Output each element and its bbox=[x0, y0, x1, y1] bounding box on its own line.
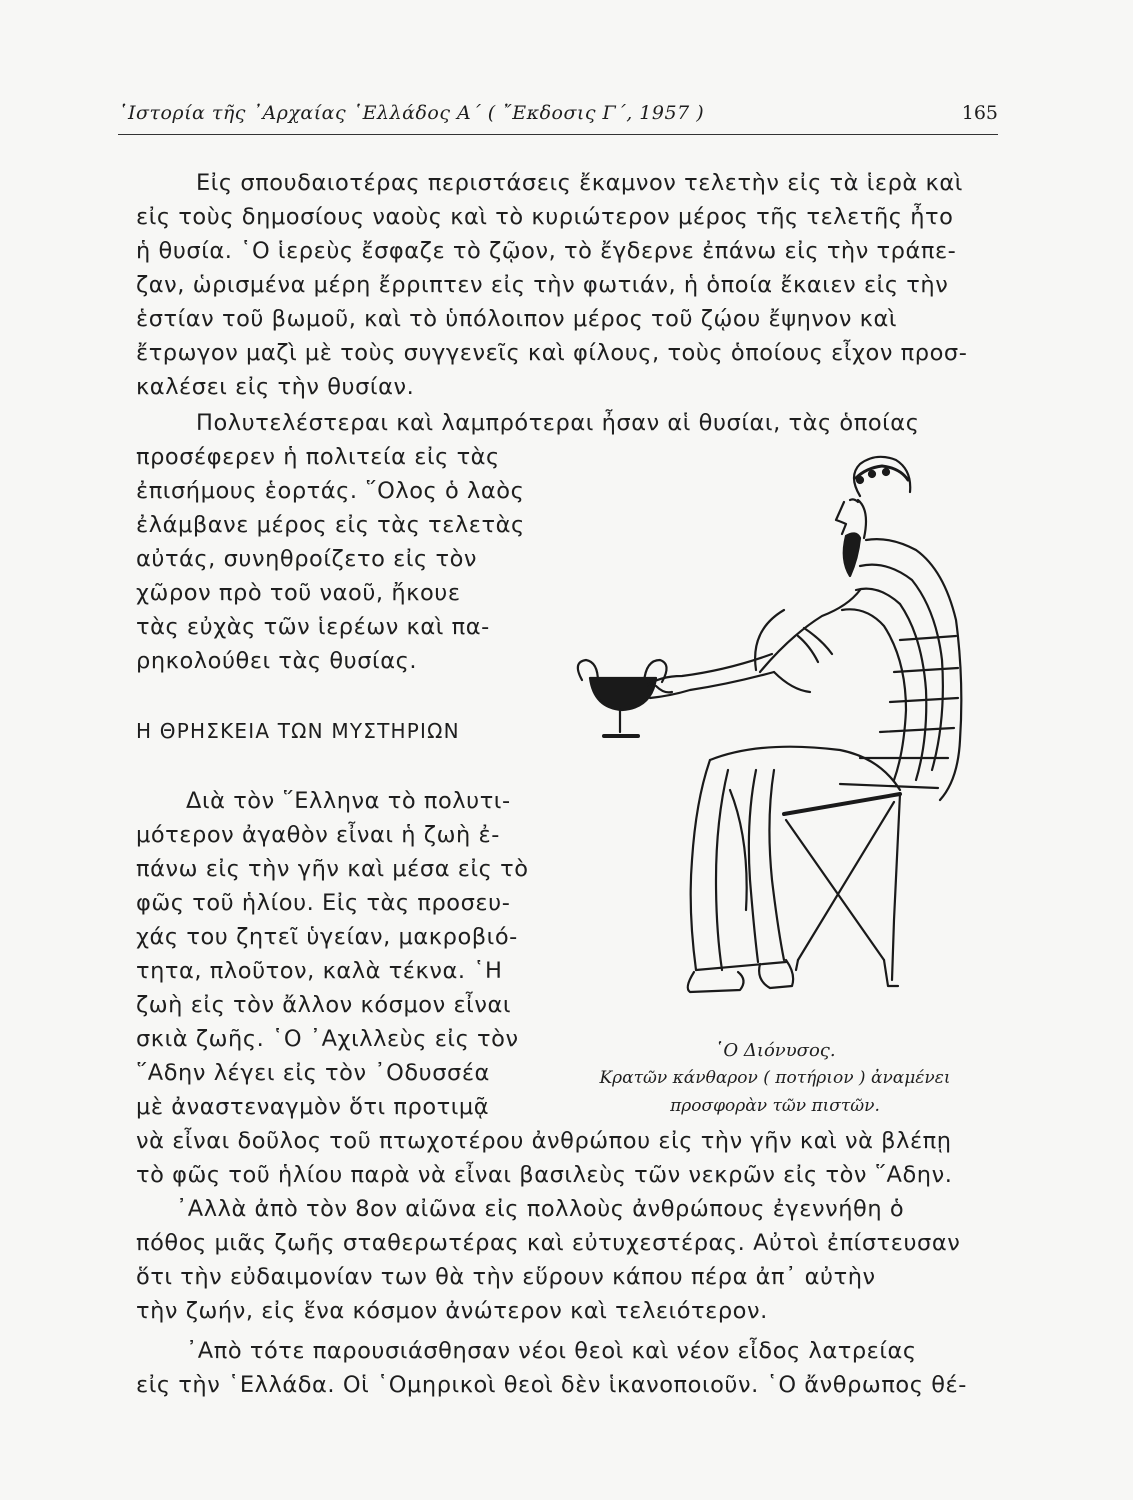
text-line: ἔτρωγον μαζὶ μὲ τοὺς συγγενεῖς καὶ φίλους, τοὺς ὁποίους εἶχον προσ- bbox=[136, 340, 968, 366]
text-line: μὲ ἀναστεναγμὸν ὅτι προτιμᾷ bbox=[136, 1094, 490, 1120]
running-header bbox=[118, 98, 998, 135]
text-line: καλέσει εἰς τὴν θυσίαν. bbox=[136, 374, 415, 400]
text-line: πάνω εἰς τὴν γῆν καὶ μέσα εἰς τὸ bbox=[136, 856, 529, 882]
text-line: ὅτι τὴν εὐδαιμονίαν των θὰ τὴν εὕρουν κάπου πέρα ἀπ᾿ αὐτὴν bbox=[136, 1264, 876, 1290]
text-line: εἰς τὴν ῾Ελλάδα. Οἱ ῾Ομηρικοὶ θεοὶ δὲν ἱκανοποιοῦν. ῾Ο ἄνθρωπος θέ- bbox=[136, 1372, 967, 1398]
head bbox=[836, 457, 910, 576]
text-line: τὸ φῶς τοῦ ἡλίου παρὰ νὰ εἶναι βασιλεὺς τῶν νεκρῶν εἰς τὸν ῞Αδην. bbox=[136, 1162, 953, 1188]
section-heading: Η ΘΡΗΣΚΕΙΑ ΤΩΝ ΜΥΣΤΗΡΙΩΝ bbox=[136, 719, 460, 743]
caption-line: Κρατῶν κάνθαρον ( ποτήριον ) ἀναμένει bbox=[599, 1068, 951, 1088]
text-line: τὴν ζωήν, εἰς ἕνα κόσμον ἀνώτερον καὶ τελειότερον. bbox=[136, 1298, 768, 1324]
text-line: σκιὰ ζωῆς. ῾Ο ᾿Αχιλλεὺς εἰς τὸν bbox=[136, 1026, 519, 1052]
text-line: αὐτάς, συνηθροίζετο εἰς τὸν bbox=[136, 546, 478, 572]
text-line: Διὰ τὸν ῞Ελληνα τὸ πολυτι- bbox=[186, 788, 511, 814]
text-line: Πολυτελέστεραι καὶ λαμπρότεραι ἦσαν αἱ θυσίαι, τὰς ὁποίας bbox=[196, 410, 920, 436]
text-line: τὰς εὐχὰς τῶν ἱερέων καὶ πα- bbox=[136, 614, 490, 640]
text-line: ζαν, ὡρισμένα μέρη ἔρριπτεν εἰς τὴν φωτιάν, ἡ ὁποία ἔκαιεν εἰς τὴν bbox=[136, 272, 949, 298]
text-line: εἰς τοὺς δημοσίους ναοὺς καὶ τὸ κυριώτερον μέρος τῆς τελετῆς ἦτο bbox=[136, 204, 954, 230]
dionysus-illustration bbox=[560, 440, 990, 1020]
text-line: νὰ εἶναι δοῦλος τοῦ πτωχοτέρου ἀνθρώπου εἰς τὴν γῆν καὶ νὰ βλέπῃ bbox=[136, 1128, 952, 1154]
text-line: ἡ θυσία. ῾Ο ἱερεὺς ἔσφαζε τὸ ζῷον, τὸ ἔγδερνε ἐπάνω εἰς τὴν τράπε- bbox=[136, 238, 957, 264]
text-line: ζωὴ εἰς τὸν ἄλλον κόσμον εἶναι bbox=[136, 992, 511, 1018]
stool bbox=[784, 794, 900, 986]
text-line: ᾿Απὸ τότε παρουσιάσθησαν νέοι θεοὶ καὶ νέον εἶδος λατρείας bbox=[186, 1338, 917, 1364]
text-line: τητα, πλοῦτον, καλὰ τέκνα. ῾Η bbox=[136, 958, 503, 984]
page-number: 165 bbox=[961, 102, 998, 124]
robe-folds bbox=[755, 539, 961, 800]
text-line: ρηκολούθει τὰς θυσίας. bbox=[136, 648, 418, 674]
header-title: ῾Ιστορία τῆς ᾿Αρχαίας ῾Ελλάδος Α΄ ( ῎Εκδοσις Γ΄, 1957 ) bbox=[118, 102, 705, 124]
text-line: χάς του ζητεῖ ὑγείαν, μακροβιό- bbox=[136, 924, 518, 950]
text-line: ᾿Αλλὰ ἀπὸ τὸν 8ον αἰῶνα εἰς πολλοὺς ἀνθρώπους ἐγεννήθη ὁ bbox=[176, 1196, 905, 1222]
text-line: χῶρον πρὸ τοῦ ναοῦ, ἤκουε bbox=[136, 580, 461, 606]
text-line: ῞Αδην λέγει εἰς τὸν ᾿Οδυσσέα bbox=[136, 1060, 490, 1086]
text-line: ἑστίαν τοῦ βωμοῦ, καὶ τὸ ὑπόλοιπον μέρος τοῦ ζῴου ἔψηνον καὶ bbox=[136, 306, 898, 332]
text-line: προσέφερεν ἡ πολιτεία εἰς τὰς bbox=[136, 444, 500, 470]
caption-title: ῾Ο Διόνυσος. bbox=[714, 1040, 836, 1061]
text-line: πόθος μιᾶς ζωῆς σταθερωτέρας καὶ εὐτυχεστέρας. Αὐτοὶ ἐπίστευσαν bbox=[136, 1230, 961, 1256]
text-line: μότερον ἀγαθὸν εἶναι ἡ ζωὴ ἐ- bbox=[136, 822, 500, 848]
text-line: ἐπισήμους ἑορτάς. ῞Ολος ὁ λαὸς bbox=[136, 478, 525, 504]
text-line: φῶς τοῦ ἡλίου. Εἰς τὰς προσευ- bbox=[136, 890, 511, 916]
text-line: ἐλάμβανε μέρος εἰς τὰς τελετὰς bbox=[136, 512, 525, 538]
text-line: Εἰς σπουδαιοτέρας περιστάσεις ἔκαμνον τελετὴν εἰς τὰ ἱερὰ καὶ bbox=[196, 170, 963, 196]
caption-line: προσφορὰν τῶν πιστῶν. bbox=[670, 1096, 880, 1116]
